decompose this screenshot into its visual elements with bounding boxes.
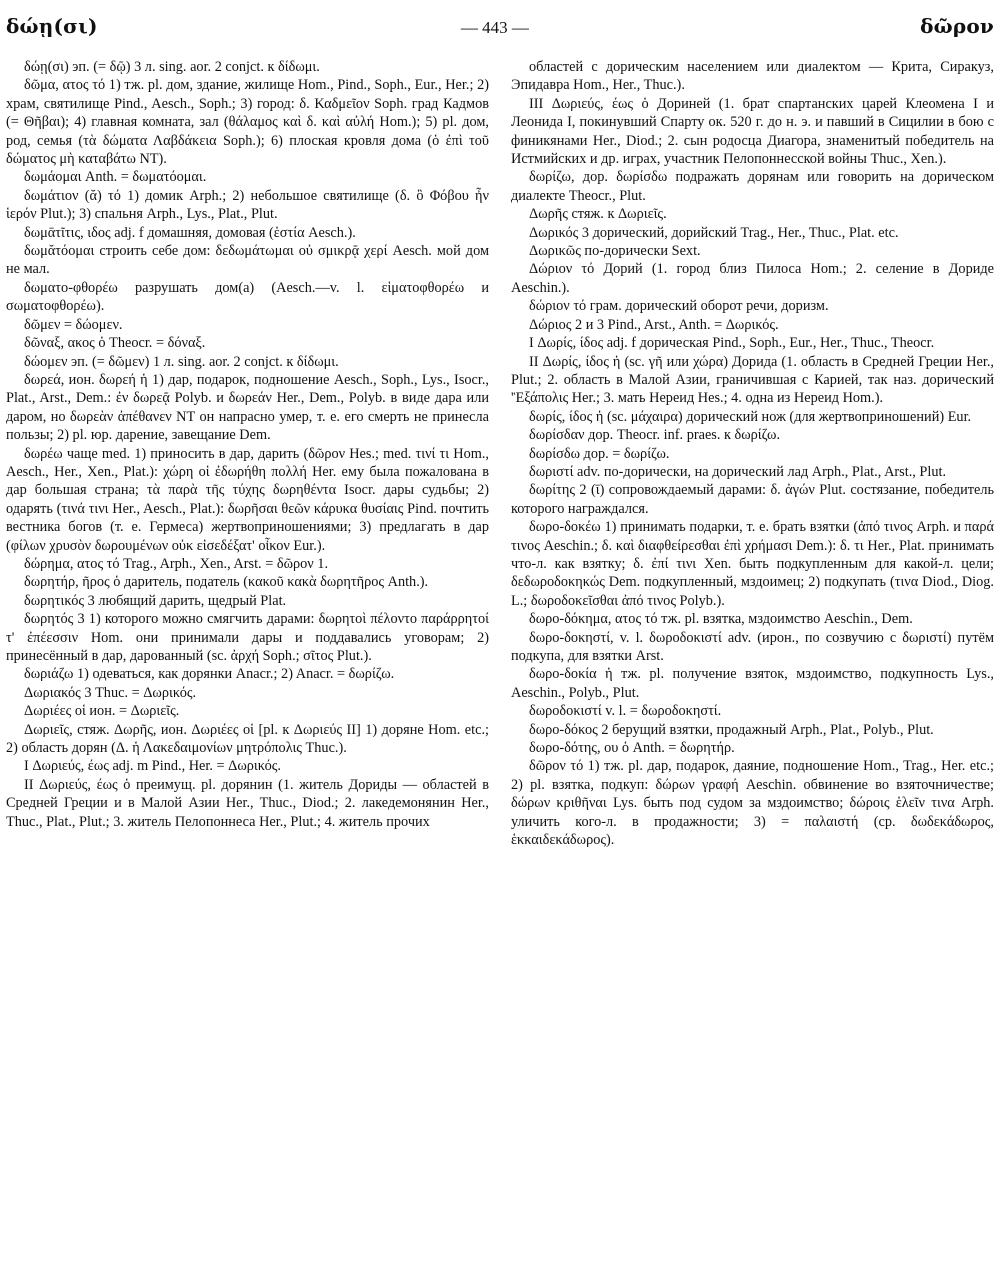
- dictionary-entry: δωρο-δόκος 2 берущий взятки, продажный Arph., Plat., Polyb., Plut.: [529, 721, 934, 738]
- page-header: [6, 14, 994, 58]
- dictionary-entry: Δωρικός 3 дорический, дорийский Trag., Her., Thuc., Plat. etc.: [529, 224, 899, 241]
- left-column: [6, 58, 489, 849]
- dictionary-entry: δώριον τό грам. дорический оборот речи, доризм.: [529, 298, 829, 315]
- dictionary-entry: δῶμα, ατος τό 1) тж. pl. дом, здание, жилище Hom., Pind., Soph., Eur., Her.; 2) храм, святилище Pind., Aesch., Soph.; 3) город: δ. Καδμεῖον Soph. град Кадмов (= Θῆβαι); 4) главная комната, зал (θάλαμος καὶ δ. καὶ αὐλή Hom.); 5) pl. дом, род, семья (τὰ δώματα Λαβδάκεια Soph.); 6) плоская кровля дома (ὁ ἐπὶ τοῦ δώματος μὴ καταβάτω NT).: [6, 77, 489, 168]
- dictionary-entry: δωμάομαι Anth. = δωματόομαι.: [24, 169, 207, 186]
- dictionary-entry: Δωριέες οἱ ион. = Δωριεῖς.: [24, 703, 180, 720]
- dictionary-entry: δωρεά, ион. δωρεή ἡ 1) дар, подарок, подношение Aesch., Soph., Lys., Isocr., Plat., Arst., Dem.: ἐν δωρεᾷ Polyb. и δωρεάν Her., Dem., Polyb. в виде дара или даром, но δωρεὰν ἀπέθανεν NT он напрасно умер, т. е. его смерть не принесла пользы; 2) pl. юр. дарение, завещание Dem.: [6, 371, 489, 444]
- dictionary-entry: II Δωριεύς, έως ὁ преимущ. pl. дорянин (1. житель Дориды — областей в Средней Греции и в Малой Азии Her., Thuc., Diod.; 2. лакедемонянин Her., Thuc., Plat., Plut.; 3. житель Пелопоннеса Her., Plut.; 4. житель прочих: [6, 776, 489, 830]
- dictionary-entry: Δώριος 2 и 3 Pind., Arst., Anth. = Δωρικός.: [529, 316, 779, 333]
- header-first-headword: δώῃ(σι): [6, 14, 98, 38]
- dictionary-entry: δῶρον τό 1) тж. pl. дар, подарок, даяние, подношение Hom., Trag., Her. etc.; 2) pl. взятка, подкуп: δώρων γραφή Aeschin. обвинение во взяточничестве; δώρων κριθῆναι Lys. быть под судом за мздоимство; δώροις ἑλεῖν τινα Arph. уличить кого-л. в продажности; 3) = παλαιστή (ср. δωδεκάδωρος, ἑκκαιδεκάδωρος).: [511, 758, 994, 849]
- dictionary-entry: δωρίζω, дор. δωρίσδω подражать дорянам или говорить на дорическом диалекте Theocr., Plut.: [511, 169, 994, 204]
- dictionary-entry: δωρο-δοκία ἡ тж. pl. получение взяток, мздоимство, подкупность Lys., Aeschin., Polyb., Plut.: [511, 666, 994, 701]
- dictionary-entry: δωροδοκιστί v. l. = δωροδοκηστί.: [529, 703, 722, 720]
- dictionary-entry: δώομεν эп. (= δῶμεν) 1 л. sing. aor. 2 conjct. к δίδωμι.: [24, 353, 339, 370]
- dictionary-entry: δωρίς, ίδος ἡ (sc. μάχαιρα) дорический нож (для жертвоприношений) Eur.: [529, 408, 972, 425]
- header-last-headword: δῶρον: [920, 14, 994, 38]
- dictionary-entry: δῶμεν = δώομεν.: [24, 316, 123, 333]
- page-number: — 443 —: [460, 18, 529, 37]
- dictionary-entry: δωματο-φθορέω разрушать дом(а) (Aesch.—v. l. εἱματοφθορέω и σωματοφθορέω).: [6, 279, 489, 315]
- dictionary-entry: II Δωρίς, ίδος ἡ (sc. γῆ или χώρα) Дорида (1. область в Средней Греции Her., Plut.; 2. область в Малой Азии, граничившая с Карией, так наз. дорический 'Ἑξάπολις Her.; 3. мать Нереид Hes.; 4. одна из Нереид Hom.).: [511, 353, 994, 407]
- dictionary-entry: δωρίσδαν дор. Theocr. inf. praes. к δωρίζω.: [529, 427, 781, 444]
- dictionary-entry: δῶναξ, ακος ὁ Theocr. = δόναξ.: [24, 335, 206, 352]
- dictionary-entry: δωρο-δόκημα, ατος τό тж. pl. взятка, мздоимство Aeschin., Dem.: [529, 611, 913, 628]
- dictionary-entry: δώῃ(σι) эп. (= δῷ) 3 л. sing. aor. 2 conjct. к δίδωμι.: [24, 59, 320, 75]
- dictionary-entry: δωρέω чаще med. 1) приносить в дар, дарить (δῶρον Hes.; med. τινί τι Hom., Aesch., Her., Xen., Plat.): χώρη οἱ ἐδωρήθη πολλή Her. ему была пожалована в дар большая страна; τὰ παρὰ τῆς τύχης δωρηθέντα Isocr. дары судьбы; 2) одарять (τινά τινι Her., Aesch., Plat.): δωρῆσαι θεῶν κάρυκα θυσίαις Pind. почтить вестника богов (т. е. Гермеса) жертвоприношениями; 3) предлагать в дар (φίλων χρυσὸν δωρουμένων οὐκ εἰσεδέξατ' οἶκον Eur.).: [6, 445, 489, 554]
- dictionary-entry: δωμᾱτῖτις, ιδος adj. f домашняя, домовая (ἑστία Aesch.).: [24, 224, 356, 241]
- dictionary-entry: δωμᾰτόομαι строить себе дом: δεδωμάτωμαι οὐ σμικρᾷ χερί Aesch. мой дом не мал.: [6, 243, 489, 278]
- dictionary-entry: δωρίσδω дор. = δωρίζω.: [529, 445, 670, 462]
- dictionary-entry: δωρητικός 3 любящий дарить, щедрый Plat.: [24, 592, 287, 609]
- dictionary-entry: δωρητήρ, ῆρος ὁ даритель, податель (κακοῦ κακὰ δωρητῆρος Anth.).: [24, 574, 429, 591]
- dictionary-entry: Δωριεῖς, стяж. Δωρῆς, ион. Δωριέες οἱ [pl. к Δωριεύς II] 1) доряне Hom. etc.; 2) область дорян (Δ. ἡ Λακεδαιμονίων μητρόπολις Thuc.).: [6, 721, 489, 757]
- text-columns: [6, 58, 994, 849]
- dictionary-entry: I Δωριεύς, έως adj. m Pind., Her. = Δωρικός.: [24, 758, 282, 775]
- dictionary-entry: δωρο-δοκέω 1) принимать подарки, т. е. брать взятки (ἀπό τινος Arph. и παρά τινος Aeschin.; δ. καὶ διαφθείρεσθαι ἐπὶ χρήμασι Dem.): δ. τι Her., Plat. принимать что-л. как взятку; δ. ἐπί τινι Xen. быть подкупленным для какой-л. цели; δεδωροδοκηκώς Dem. подкупленный, мздоимец; 2) подкупать (τινα Diod., Diog. L.; δωροδοκεῖσθαι ἀπό τινος Polyb.).: [511, 519, 994, 609]
- dictionary-entry: δωρο-δοκηστί, v. l. δωροδοκιστί adv. (ирон., по созвучию с δωριστί) путём подкупа, для взятки Arst.: [511, 629, 994, 664]
- dictionary-entry: δώρημα, ατος τό Trag., Arph., Xen., Arst. = δῶρον 1.: [24, 555, 329, 572]
- dictionary-entry: δωρίτης 2 (ῑ) сопровождаемый дарами: δ. ἀγών Plut. состязание, победитель которого награждался.: [511, 482, 994, 517]
- dictionary-entry: δωρο-δότης, ου ὁ Anth. = δωρητήρ.: [529, 740, 735, 757]
- right-column: [511, 58, 994, 849]
- dictionary-entry: I Δωρίς, ίδος adj. f дорическая Pind., Soph., Eur., Her., Thuc., Theocr.: [529, 335, 935, 352]
- dictionary-entry: Δωρῆς стяж. к Δωριεῖς.: [529, 206, 667, 223]
- dictionary-entry: δωριάζω 1) одеваться, как дорянки Anacr.; 2) Anacr. = δωρίζω.: [24, 666, 395, 683]
- dictionary-entry: δωριστί adv. по-дорически, на дорический лад Arph., Plat., Arst., Plut.: [529, 463, 947, 480]
- dictionary-entry: Δωρικῶς по-дорически Sext.: [529, 243, 701, 260]
- dictionary-entry: δωμάτιον (ᾰ) τό 1) домик Arph.; 2) небольшое святилище (δ. ὃ Φόβου ἦν ἱερόν Plut.); 3) спальня Arph., Lys., Plat., Plut.: [6, 187, 489, 223]
- dictionary-entry: δωρητός 3 1) которого можно смягчить дарами: δωρητοὶ πέλοντο παράρρητοί τ' ἐπέεσσιν Hom. они принимали дары и поддавались уговорам; 2) принесённый в дар, дарованный (sc. ἀρχή Soph.; σῖτος Plut.).: [6, 611, 489, 664]
- dictionary-entry: областей с дорическим населением или диалектом — Крита, Сиракуз, Эпидавра Hom., Her., Thuc.).: [511, 59, 994, 94]
- dictionary-entry: Δωριακός 3 Thuc. = Δωρικός.: [24, 684, 197, 701]
- dictionary-entry: Δώριον τό Дорий (1. город близ Пилоса Hom.; 2. селение в Дориде Aeschin.).: [511, 261, 994, 296]
- dictionary-entry: III Δωριεύς, έως ὁ Дориней (1. брат спартанских царей Клеомена I и Леонида I, покинувший Спарту ок. 520 г. до н. э. и павший в Сицилии в бою с финикянами Her., Diod.; 2. сын родосца Диагора, знаменитый победитель на Истмийских и др. играх, участник Пелопоннесской войны Thuc., Xen.).: [511, 95, 994, 168]
